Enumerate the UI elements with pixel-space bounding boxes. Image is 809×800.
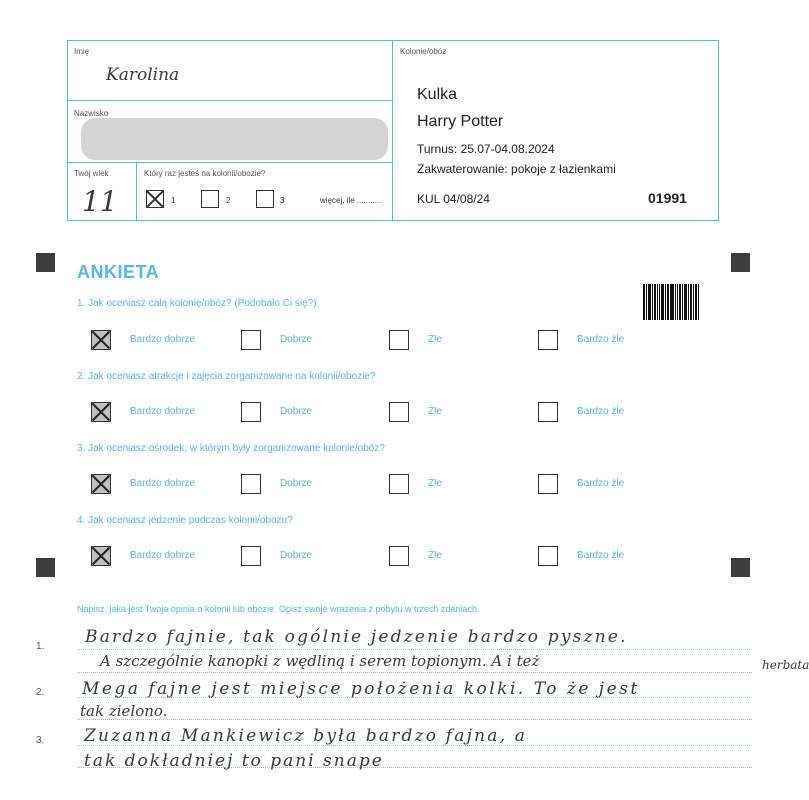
turnus: Turnus: 25.07-04.08.2024: [417, 142, 555, 156]
line-number: 2.: [36, 687, 45, 698]
q1-very-good-checkbox[interactable]: [91, 330, 111, 350]
line-number: 3.: [36, 735, 45, 746]
handwritten-line-5: Zuzanna Mankiewicz była bardzo fajna, a: [84, 726, 528, 746]
age-value[interactable]: 11: [82, 185, 118, 218]
q2-good-checkbox[interactable]: [241, 402, 261, 422]
name-value[interactable]: Karolina: [106, 65, 180, 85]
times-option-2-label: 2: [226, 196, 231, 205]
option-label: Bardzo dobrze: [130, 334, 196, 345]
surname-label: Nazwisko: [74, 109, 109, 118]
q4-very-good-checkbox[interactable]: [91, 546, 111, 566]
option-label: Źle: [428, 478, 442, 489]
colony-theme: Harry Potter: [417, 113, 504, 130]
option-label: Bardzo dobrze: [130, 406, 196, 417]
times-label: Który raz jesteś na kolonii/obozie?: [144, 169, 266, 178]
q1-good-checkbox[interactable]: [241, 330, 261, 350]
option-label: Dobrze: [280, 550, 313, 561]
option-label: Bardzo dobrze: [130, 478, 196, 489]
barcode: [643, 284, 699, 320]
option-label: Bardzo dobrze: [130, 550, 196, 561]
form-number: 01991: [648, 190, 687, 206]
writing-line: [77, 719, 752, 720]
handwritten-margin-note: herbata: [762, 658, 809, 672]
q3-very-bad-checkbox[interactable]: [538, 474, 558, 494]
option-label: Bardzo źle: [577, 550, 625, 561]
q1-very-bad-checkbox[interactable]: [538, 330, 558, 350]
option-label: Bardzo źle: [577, 478, 625, 489]
q3-good-checkbox[interactable]: [241, 474, 261, 494]
q2-very-good-checkbox[interactable]: [91, 402, 111, 422]
registration-marker: [731, 558, 750, 577]
q4-bad-checkbox[interactable]: [389, 546, 409, 566]
question-1: 1. Jak oceniasz całą kolonię/obóz? (Podobało Ci się?): [77, 298, 317, 309]
option-label: Dobrze: [280, 478, 313, 489]
option-label: Bardzo źle: [577, 334, 625, 345]
handwritten-line-2: A szczególnie kanopki z wędliną i serem topionym. A i też: [100, 652, 540, 670]
q3-bad-checkbox[interactable]: [389, 474, 409, 494]
times-option-3-label: 3: [280, 196, 285, 205]
surname-redacted: [81, 118, 388, 160]
times-option-1-checkbox[interactable]: [146, 190, 164, 208]
writing-line: [77, 649, 752, 650]
question-2: 2. Jak oceniasz atrakcje i zajęcia zorganizowane na kolonii/obozie?: [77, 371, 376, 382]
registration-marker: [36, 253, 55, 272]
question-3: 3. Jak oceniasz ośrodek, w którym były zorganizowane kolonie/obóz?: [77, 443, 385, 454]
option-label: Dobrze: [280, 334, 313, 345]
colony-name: Kulka: [417, 86, 458, 103]
times-option-2-checkbox[interactable]: [201, 190, 219, 208]
times-option-more-label: więcej, ile ...........: [320, 196, 382, 205]
option-label: Bardzo źle: [577, 406, 625, 417]
option-label: Źle: [428, 334, 442, 345]
q4-good-checkbox[interactable]: [241, 546, 261, 566]
q2-very-bad-checkbox[interactable]: [538, 402, 558, 422]
q4-very-bad-checkbox[interactable]: [538, 546, 558, 566]
name-label: Imię: [74, 47, 90, 56]
handwritten-line-4: tak zielono.: [80, 702, 168, 720]
accommodation: Zakwaterowanie: pokoje z łazienkami: [417, 162, 616, 176]
handwritten-line-3: Mega fajne jest miejsce położenia kolki. To że jest: [82, 679, 640, 699]
header-divider: [68, 100, 392, 101]
q2-bad-checkbox[interactable]: [389, 402, 409, 422]
colony-code: KUL 04/08/24: [417, 192, 490, 206]
colony-label: Kolonie/obóz: [400, 47, 447, 56]
times-option-1-label: 1: [171, 196, 176, 205]
times-option-3-checkbox[interactable]: [256, 190, 274, 208]
line-number: 1.: [36, 641, 45, 652]
registration-marker: [731, 253, 750, 272]
option-label: Źle: [428, 550, 442, 561]
q3-very-good-checkbox[interactable]: [91, 474, 111, 494]
registration-marker: [36, 558, 55, 577]
writing-line: [77, 672, 752, 673]
survey-title: ANKIETA: [77, 262, 160, 282]
header-form: [67, 40, 719, 221]
option-label: Źle: [428, 406, 442, 417]
opinion-instruction: Napisz, jaka jest Twoja opinia o kolonii lub obozie. Opisz swoje wrażenia z pobytu w trzech zdaniach.: [77, 604, 480, 614]
handwritten-line-1: Bardzo fajnie, tak ogólnie jedzenie bardzo pyszne.: [85, 627, 628, 647]
option-label: Dobrze: [280, 406, 313, 417]
age-label: Twój wiek: [74, 169, 109, 178]
q1-bad-checkbox[interactable]: [389, 330, 409, 350]
handwritten-line-6: tak dokładniej to pani snape: [84, 751, 384, 771]
question-4: 4. Jak oceniasz jedzenie podczas kolonii/obozu?: [77, 515, 293, 526]
header-divider: [392, 41, 393, 221]
header-divider: [136, 162, 137, 221]
header-divider: [68, 162, 392, 163]
